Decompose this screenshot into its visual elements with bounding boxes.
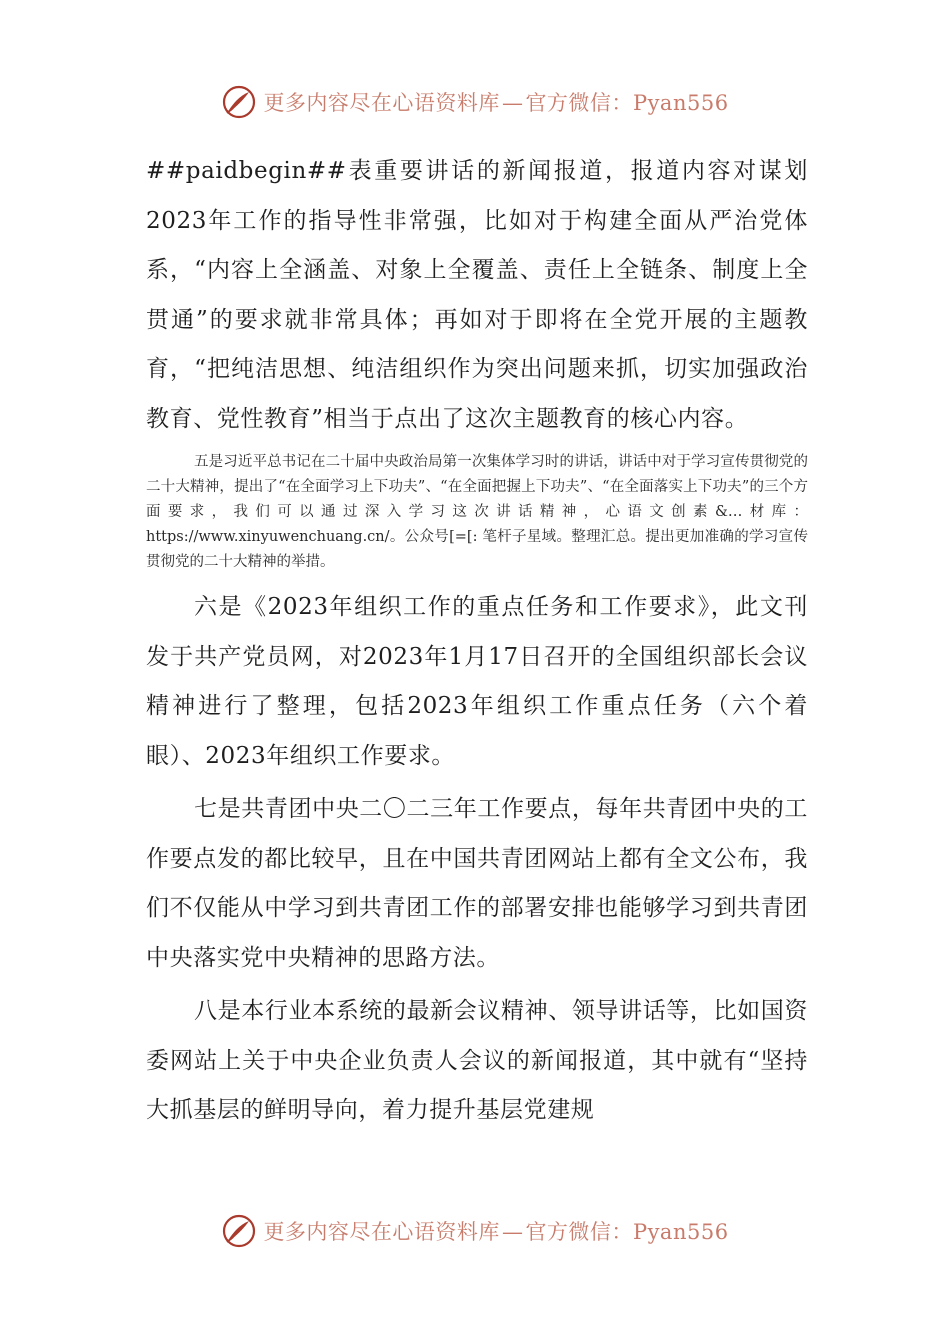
document-body: [146, 147, 808, 1136]
paragraph-sixth-point: 六是《2023年组织工作的重点任务和工作要求》，此文刊发于共产党员网，对2023年1月17日召开的全国组织部长会议精神进行了整理，包括2023年组织工作重点任务（六个着眼）、2023年组织工作要求。: [146, 594, 808, 769]
banner-wechat-label: 官方微信：: [525, 91, 633, 115]
paragraph-fifth-point: 五是习近平总书记在二十届中央政治局第一次集体学习时的讲话，讲话中对于学习宣传贯彻党的二十大精神，提出了“在全面学习上下功夫”、“在全面把握上下功夫”、“在全面落实上下功夫”的三个方面要求，我们可以通过深入学习这次讲话精神，心语文创素&…材库：https://www.xinyuwenchuang.cn/。公众号[=[: 笔杆子星域。整理汇总。提出更加准确的学习宣传贯彻党的二十大精神的举措。: [146, 454, 808, 570]
banner-text: [263, 87, 728, 117]
header-banner: [0, 82, 950, 122]
banner-wechat-id: Pyan556: [632, 91, 729, 115]
footer-banner: [0, 1211, 950, 1251]
paragraph-eighth-point: 八是本行业本系统的最新会议精神、领导讲话等，比如国资委网站上关于中央企业负责人会议的新闻报道，其中就有“坚持大抓基层的鲜明导向，着力提升基层党建规: [146, 998, 808, 1123]
banner-wechat-id: Pyan556: [632, 1220, 729, 1244]
banner-separator: —: [501, 1220, 524, 1244]
banner-separator: —: [501, 91, 524, 115]
paragraph-seventh-point: 七是共青团中央二〇二三年工作要点，每年共青团中央的工作要点发的都比较早，且在中国共青团网站上都有全文公布，我们不仅能从中学习到共青团工作的部署安排也能够学习到共青团中央落实党中央精神的思路方法。: [146, 796, 808, 971]
pen-logo-icon: [221, 1213, 257, 1249]
banner-title: 更多内容尽在心语资料库: [263, 1220, 500, 1244]
paragraph-continued: ##paidbegin##表重要讲话的新闻报道，报道内容对谋划2023年工作的指导性非常强，比如对于构建全面从严治党体系，“内容上全涵盖、对象上全覆盖、责任上全链条、制度上全贯通”的要求就非常具体；再如对于即将在全党开展的主题教育，“把纯洁思想、纯洁组织作为突出问题来抓，切实加强政治教育、党性教育”相当于点出了这次主题教育的核心内容。: [146, 158, 808, 432]
banner-text: [263, 1216, 728, 1246]
pen-logo-icon: [221, 84, 257, 120]
banner-wechat-label: 官方微信：: [525, 1220, 633, 1244]
banner-title: 更多内容尽在心语资料库: [263, 91, 500, 115]
